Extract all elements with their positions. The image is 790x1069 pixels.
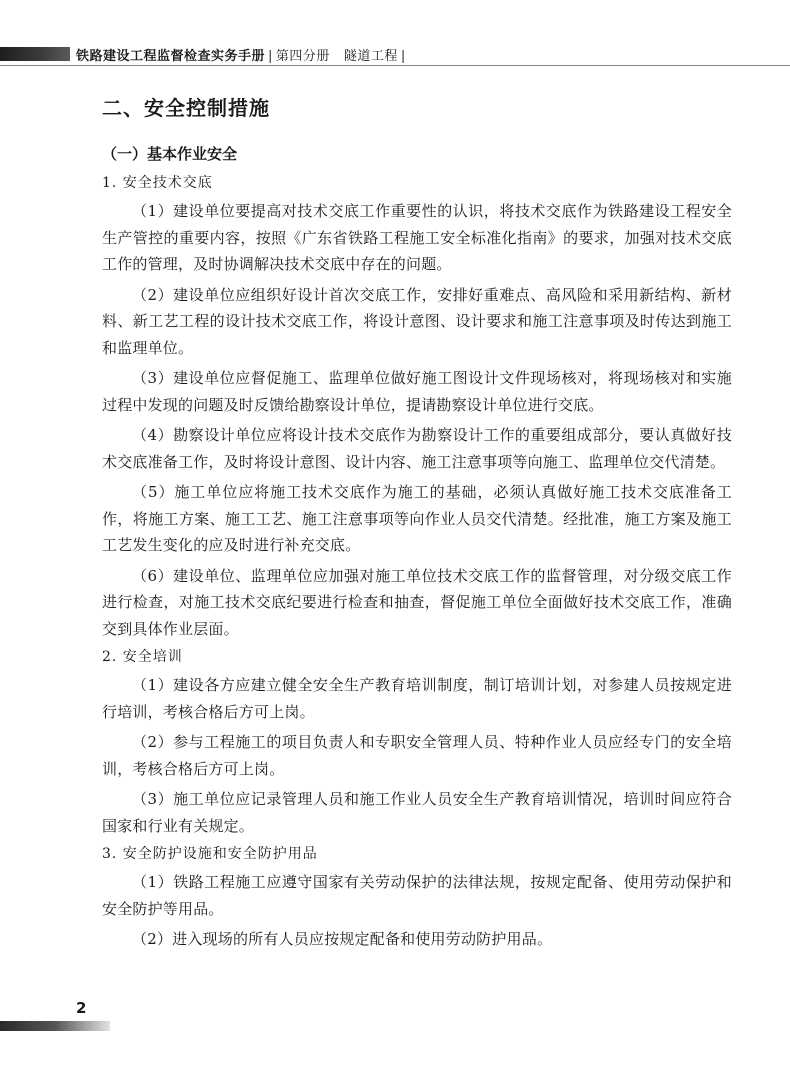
footer-decor-bar <box>0 1021 110 1031</box>
section-title: 二、安全控制措施 <box>102 96 270 120</box>
paragraph: （1）建设单位要提高对技术交底工作重要性的认识，将技术交底作为铁路建设工程安全生产管控的重要内容，按照《广东省铁路工程施工安全标准化指南》的要求，加强对技术交底工作的管理，及时协调解决技术交底中存在的问题。 <box>102 202 732 273</box>
item-heading: 1. 安全技术交底 <box>102 175 213 191</box>
paragraph: （5）施工单位应将施工技术交底作为施工的基础，必须认真做好施工技术交底准备工作，将施工方案、施工工艺、施工注意事项等向作业人员交代清楚。经批准，施工方案及施工工艺发生变化的应及时进行补充交底。 <box>102 483 732 554</box>
item-heading: 2. 安全培训 <box>102 649 183 665</box>
header-volume: 第四分册 <box>275 49 330 64</box>
header-book-title: 铁路建设工程监督检查实务手册 <box>76 49 266 64</box>
item-heading: 3. 安全防护设施和安全防护用品 <box>102 846 318 862</box>
paragraph: （3）施工单位应记录管理人员和施工作业人员安全生产教育培训情况，培训时间应符合国家和行业有关规定。 <box>102 790 732 835</box>
header-text: 铁路建设工程监督检查实务手册 | 第四分册 隧道工程 | <box>76 49 406 64</box>
header-subject: 隧道工程 <box>343 49 398 64</box>
header-rule <box>0 65 790 66</box>
page-footer <box>0 995 790 1035</box>
paragraph: （3）建设单位应督促施工、监理单位做好施工图设计文件现场核对，将现场核对和实施过程中发现的问题及时反馈给勘察设计单位，提请勘察设计单位进行交底。 <box>102 369 732 414</box>
page-number: 2 <box>76 999 87 1017</box>
paragraph: （6）建设单位、监理单位应加强对施工单位技术交底工作的监督管理，对分级交底工作进行检查，对施工技术交底纪要进行检查和抽查，督促施工单位全面做好技术交底工作，准确交到具体作业层面。 <box>102 566 732 638</box>
paragraph: （4）勘察设计单位应将设计技术交底作为勘察设计工作的重要组成部分，要认真做好技术交底准备工作，及时将设计意图、设计内容、施工注意事项等向施工、监理单位交代清楚。 <box>102 426 732 471</box>
page-content <box>102 92 732 957</box>
subsection-title: （一）基本作业安全 <box>102 145 238 163</box>
running-header <box>0 42 790 66</box>
header-decor-bar <box>0 47 70 61</box>
paragraph: （2）参与工程施工的项目负责人和专职安全管理人员、特种作业人员应经专门的安全培训，考核合格后方可上岗。 <box>102 733 732 778</box>
paragraph: （1）铁路工程施工应遵守国家有关劳动保护的法律法规，按规定配备、使用劳动保护和安全防护等用品。 <box>102 873 732 918</box>
paragraph: （2）进入现场的所有人员应按规定配备和使用劳动防护用品。 <box>132 930 553 948</box>
paragraph: （2）建设单位应组织好设计首次交底工作，安排好重难点、高风险和采用新结构、新材料、新工艺工程的设计技术交底工作，将设计意图、设计要求和施工注意事项及时传达到施工和监理单位。 <box>102 285 732 357</box>
paragraph: （1）建设各方应建立健全安全生产教育培训制度，制订培训计划，对参建人员按规定进行培训，考核合格后方可上岗。 <box>102 676 732 721</box>
